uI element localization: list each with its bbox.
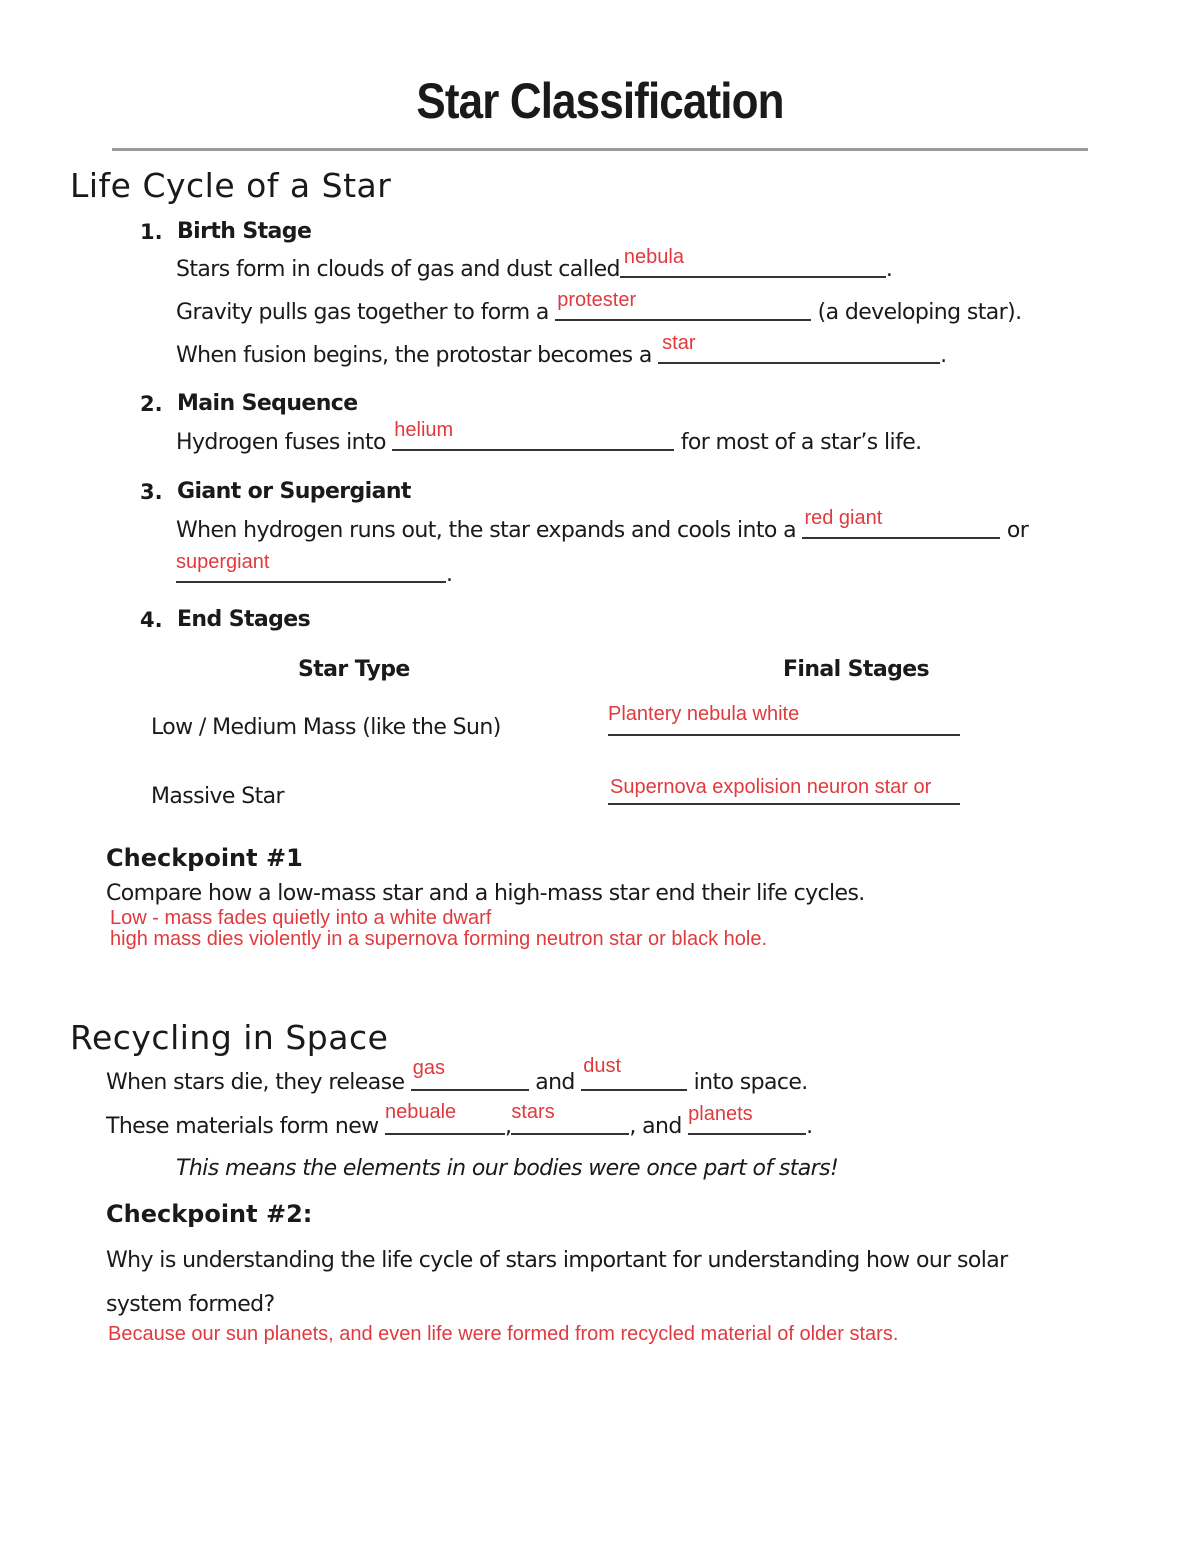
answer-text: nebula [623, 246, 684, 268]
table-row-massive-type: Massive Star [151, 784, 284, 809]
table-row-low-mass-type: Low / Medium Mass (like the Sun) [151, 715, 501, 740]
item-number: 1. [140, 220, 163, 244]
answer-blank[interactable] [688, 1103, 806, 1135]
recycling-line-1-suffix: into space. [693, 1070, 808, 1095]
checkpoint-1-answer-2: high mass dies violently in a supernova forming neutron star or black hole. [110, 928, 768, 950]
answer-text: red giant [804, 507, 883, 529]
checkpoint-2-question-line-2: system formed? [106, 1292, 275, 1317]
giant-text: When hydrogen runs out, the star expands and cools into a [176, 518, 797, 543]
answer-text: helium [394, 419, 454, 441]
recycling-line-1-text: When stars die, they release [106, 1070, 405, 1095]
answer-text: dust [583, 1055, 622, 1077]
answer-blank[interactable] [511, 1101, 629, 1135]
table-header-star-type: Star Type [298, 657, 410, 682]
answer-text: stars [511, 1101, 555, 1123]
punct: , and [629, 1114, 682, 1139]
giant-or: or [1006, 518, 1029, 543]
recycling-and: and [535, 1070, 575, 1095]
answer-blank[interactable] [658, 332, 940, 364]
recycling-note: This means the elements in our bodies were once part of stars! [176, 1156, 839, 1181]
answer-blank[interactable] [555, 289, 811, 321]
answer-blank[interactable] [608, 803, 960, 805]
table-row-massive-answer: Supernova expolision neuron star or [610, 776, 932, 798]
section-heading-life-cycle: Life Cycle of a Star [70, 166, 392, 205]
answer-text: nebuale [384, 1101, 457, 1123]
item-number: 4. [140, 608, 163, 632]
answer-blank[interactable] [411, 1057, 529, 1091]
item-number: 2. [140, 392, 163, 416]
birth-line-1-text: Stars form in clouds of gas and dust called [176, 257, 620, 282]
checkpoint-1-answer-1: Low - mass fades quietly into a white dwarf [110, 907, 492, 929]
answer-blank[interactable] [384, 1101, 505, 1135]
answer-text: star [662, 332, 696, 354]
birth-line-2 [176, 289, 1022, 325]
punct: . [446, 562, 453, 587]
page-title: Star Classification [416, 73, 784, 129]
answer-text: protester [557, 289, 637, 311]
punct: , [504, 1114, 512, 1139]
answer-blank[interactable] [581, 1055, 687, 1091]
main-sequence-line [176, 419, 922, 455]
birth-line-2-text: Gravity pulls gas together to form a [176, 300, 549, 325]
table-row-low-mass-answer: Plantery nebula white [608, 703, 800, 725]
giant-line-1 [176, 507, 1029, 543]
birth-line-3 [176, 332, 947, 368]
answer-text: planets [688, 1103, 753, 1125]
checkpoint-1-heading: Checkpoint #1 [106, 844, 303, 872]
title-divider [112, 148, 1088, 151]
table-header-final-stages: Final Stages [783, 657, 930, 682]
recycling-line-2 [106, 1101, 813, 1139]
main-sequence-text: Hydrogen fuses into [176, 430, 386, 455]
item-heading-giant: Giant or Supergiant [177, 479, 411, 504]
recycling-line-2-text: These materials form new [106, 1114, 379, 1139]
checkpoint-2-question-line-1: Why is understanding the life cycle of stars important for understanding how our solar [106, 1248, 1008, 1273]
answer-blank[interactable] [620, 246, 886, 278]
answer-text: gas [412, 1057, 446, 1079]
giant-line-2 [176, 551, 453, 587]
punct: . [885, 257, 893, 282]
main-sequence-suffix: for most of a star’s life. [680, 430, 922, 455]
answer-blank[interactable] [176, 551, 446, 583]
answer-blank[interactable] [392, 419, 674, 451]
birth-line-3-text: When fusion begins, the protostar becomes a [176, 343, 652, 368]
answer-blank[interactable] [802, 507, 1000, 539]
birth-line-2-suffix: (a developing star). [817, 300, 1022, 325]
punct: . [940, 343, 947, 368]
answer-text: supergiant [176, 551, 270, 573]
answer-blank[interactable] [608, 734, 960, 736]
item-heading-end-stages: End Stages [177, 607, 311, 632]
item-heading-main-sequence: Main Sequence [177, 391, 358, 416]
item-heading-birth: Birth Stage [177, 219, 312, 244]
checkpoint-2-answer: Because our sun planets, and even life were formed from recycled material of older stars. [108, 1323, 899, 1345]
checkpoint-1-question: Compare how a low-mass star and a high-mass star end their life cycles. [106, 881, 865, 906]
recycling-line-1 [106, 1055, 808, 1095]
item-number: 3. [140, 480, 163, 504]
punct: . [806, 1114, 813, 1139]
section-heading-recycling: Recycling in Space [70, 1018, 389, 1057]
checkpoint-2-heading: Checkpoint #2: [106, 1200, 313, 1228]
birth-line-1 [176, 246, 893, 282]
